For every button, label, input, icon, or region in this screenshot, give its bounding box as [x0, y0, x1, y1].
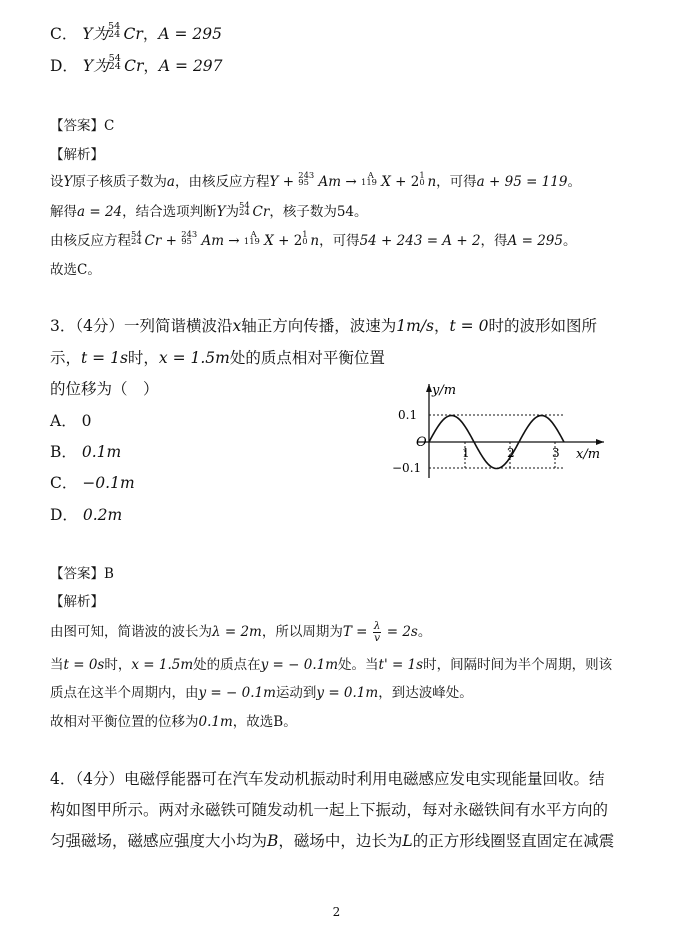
- origin-label: O: [416, 435, 427, 450]
- analysis-line-3: 由核反应方程 54 24 Cr + 243 95 Am → A 119 X + 2 1 0 n，可得54 + 243 = A + 2，得A = 295。: [50, 228, 577, 249]
- y-max-label: 0.1: [398, 408, 418, 422]
- q3-analysis-line-4: 故相对平衡位置的位移为0.1m，故选B。: [50, 714, 297, 730]
- q3-stem-line-1: 3．（4分）一列简谐横波沿x轴正方向传播，波速为1m/s，t = 0时的波形如图所: [50, 317, 597, 335]
- q3-analysis-line-2: 当t = 0s时，x = 1.5m处的质点在y = − 0.1m处。当t' = 1s时，间隔时间为半个周期，则该: [50, 657, 613, 673]
- answer-line: 【答案】C: [50, 118, 115, 134]
- analysis-label: 【解析】: [50, 147, 104, 163]
- page-number: 2: [332, 905, 341, 919]
- analysis-line-4: 故选C。: [50, 262, 101, 278]
- q3-analysis-line-3: 质点在这半个周期内，由y = − 0.1m运动到y = 0.1m，到达波峰处。: [50, 685, 473, 701]
- q4-stem-line-1: 4．（4分）电磁俘能器可在汽车发动机振动时利用电磁感应发电实现能量回收。结: [50, 770, 605, 788]
- analysis-line-2: 解得a = 24，结合选项判断Y为 54 24 Cr，核子数为54。: [50, 199, 368, 220]
- q3-analysis-line-1: 由图可知，简谐波的波长为λ = 2m，所以周期为T = $\frac{\lambda}{v}$ = 2s。: [50, 620, 432, 644]
- x-tick-2: 2: [507, 446, 515, 460]
- q3-stem-line-2: 示，t = 1s时，x = 1.5m处的质点相对平衡位置: [50, 349, 385, 367]
- y-min-label: −0.1: [392, 461, 422, 475]
- q3-option-c: C． −0.1m: [50, 474, 135, 492]
- q4-stem-line-3: 匀强磁场，磁感应强度大小均为B，磁场中，边长为L的正方形线圈竖直固定在减震: [50, 832, 615, 850]
- q3-analysis-label: 【解析】: [50, 594, 104, 610]
- q3-answer-line: 【答案】B: [50, 566, 114, 582]
- x-tick-1: 1: [462, 446, 470, 460]
- option-d-prev: D． Y为 54 24 Cr，A = 297: [50, 52, 223, 75]
- x-axis-label: x/m: [576, 447, 601, 462]
- y-axis-label: y/m: [432, 383, 457, 398]
- x-axis-arrow: [596, 439, 604, 445]
- x-tick-3: 3: [552, 446, 560, 460]
- q3-option-a: A． 0: [50, 412, 92, 430]
- q4-stem-line-2: 构如图甲所示。两对永磁铁可随发动机一起上下振动，每对永磁铁间有水平方向的: [50, 801, 609, 819]
- wave-graph: [392, 380, 612, 480]
- q3-option-b: B． 0.1m: [50, 443, 122, 461]
- q3-option-d: D． 0.2m: [50, 506, 123, 524]
- q3-stem-line-3: 的位移为（ ）: [50, 380, 159, 398]
- analysis-line-1: 设Y原子核质子数为a，由核反应方程Y + 243 95 Am → A 119 X + 2 1 0 n，可得a + 95 = 119。: [50, 169, 581, 190]
- option-c-prev: C． Y为 54 24 Cr，A = 295: [50, 20, 222, 43]
